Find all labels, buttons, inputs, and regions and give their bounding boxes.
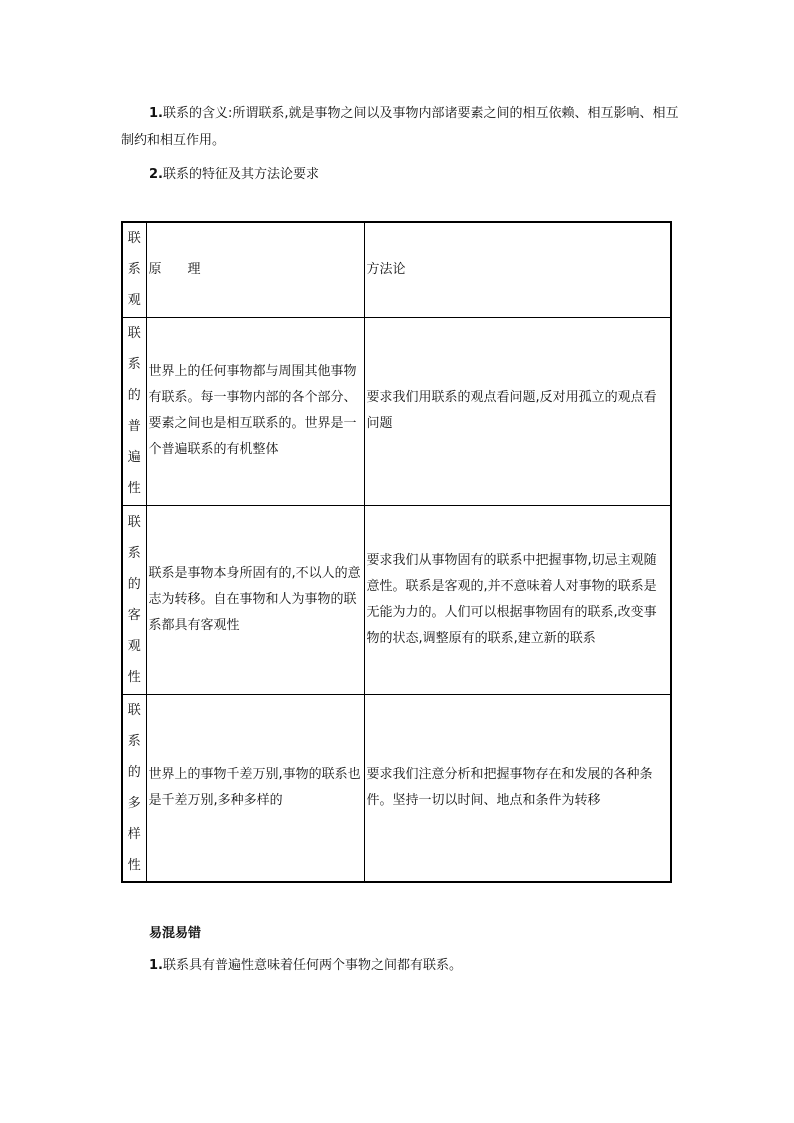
row-title-char: 系 [127,733,141,749]
header-principle-cell: 原 理 [146,222,364,317]
row-title-char: 观 [127,638,141,654]
definition-paragraph [121,100,681,154]
features-intro [149,161,319,188]
header-char: 观 [127,293,141,309]
row-title-char: 系 [127,357,141,372]
row-title-char: 联 [127,326,141,341]
features-intro-text: 联系的特征及其方法论要求 [162,167,319,182]
row-title-char: 的 [127,764,141,780]
item-number: 1. [149,958,163,973]
item-number: 1. [149,106,163,121]
row-title-cell [122,317,146,505]
row-title-char: 遍 [127,450,141,465]
item-number: 2. [149,167,163,182]
principle-cell: 世界上的事物千差万别,事物的联系也是千差万别,多种多样的 [146,694,364,882]
header-char: 系 [127,262,141,278]
method-cell: 要求我们注意分析和把握事物存在和发展的各种条件。坚持一切以时间、地点和条件为转移 [364,694,671,882]
row-title-char: 系 [127,545,141,561]
row-title-char: 普 [127,419,141,434]
connection-table [121,221,672,883]
confusion-item [149,952,462,979]
method-cell: 要求我们用联系的观点看问题,反对用孤立的观点看问题 [364,317,671,505]
row-title-char: 的 [127,388,141,403]
row-title-char: 多 [127,795,141,811]
principle-cell: 联系是事物本身所固有的,不以人的意志为转移。自在事物和人为事物的联系都具有客观性 [146,505,364,694]
row-title-char: 性 [127,669,141,685]
table-row [122,317,671,505]
confusion-heading: 易混易错 [149,926,202,941]
table-row [122,505,671,694]
header-char: 联 [127,231,141,247]
row-title-char: 客 [127,607,141,623]
row-title-char: 性 [127,481,141,496]
row-title-cell [122,505,146,694]
confusion-item-text: 联系具有普遍性意味着任何两个事物之间都有联系。 [162,958,462,973]
row-title-char: 联 [127,702,141,718]
table-row [122,694,671,882]
header-view-cell [122,222,146,317]
row-title-char: 联 [127,514,141,530]
row-title-cell [122,694,146,882]
method-cell: 要求我们从事物固有的联系中把握事物,切忌主观随意性。联系是客观的,并不意味着人对事物的联系是无能为力的。人们可以根据事物固有的联系,改变事物的状态,调整原有的联系,建立新的联系 [364,505,671,694]
row-title-char: 样 [127,826,141,842]
row-title-char: 的 [127,576,141,592]
definition-text: 联系的含义:所谓联系,就是事物之间以及事物内部诸要素之间的相互依赖、相互影响、相互制约和相互作用。 [121,106,679,148]
header-method-cell: 方法论 [364,222,671,317]
principle-cell: 世界上的任何事物都与周围其他事物有联系。每一事物内部的各个部分、要素之间也是相互联系的。世界是一个普遍联系的有机整体 [146,317,364,505]
row-title-char: 性 [127,857,141,873]
table-header-row [122,222,671,317]
